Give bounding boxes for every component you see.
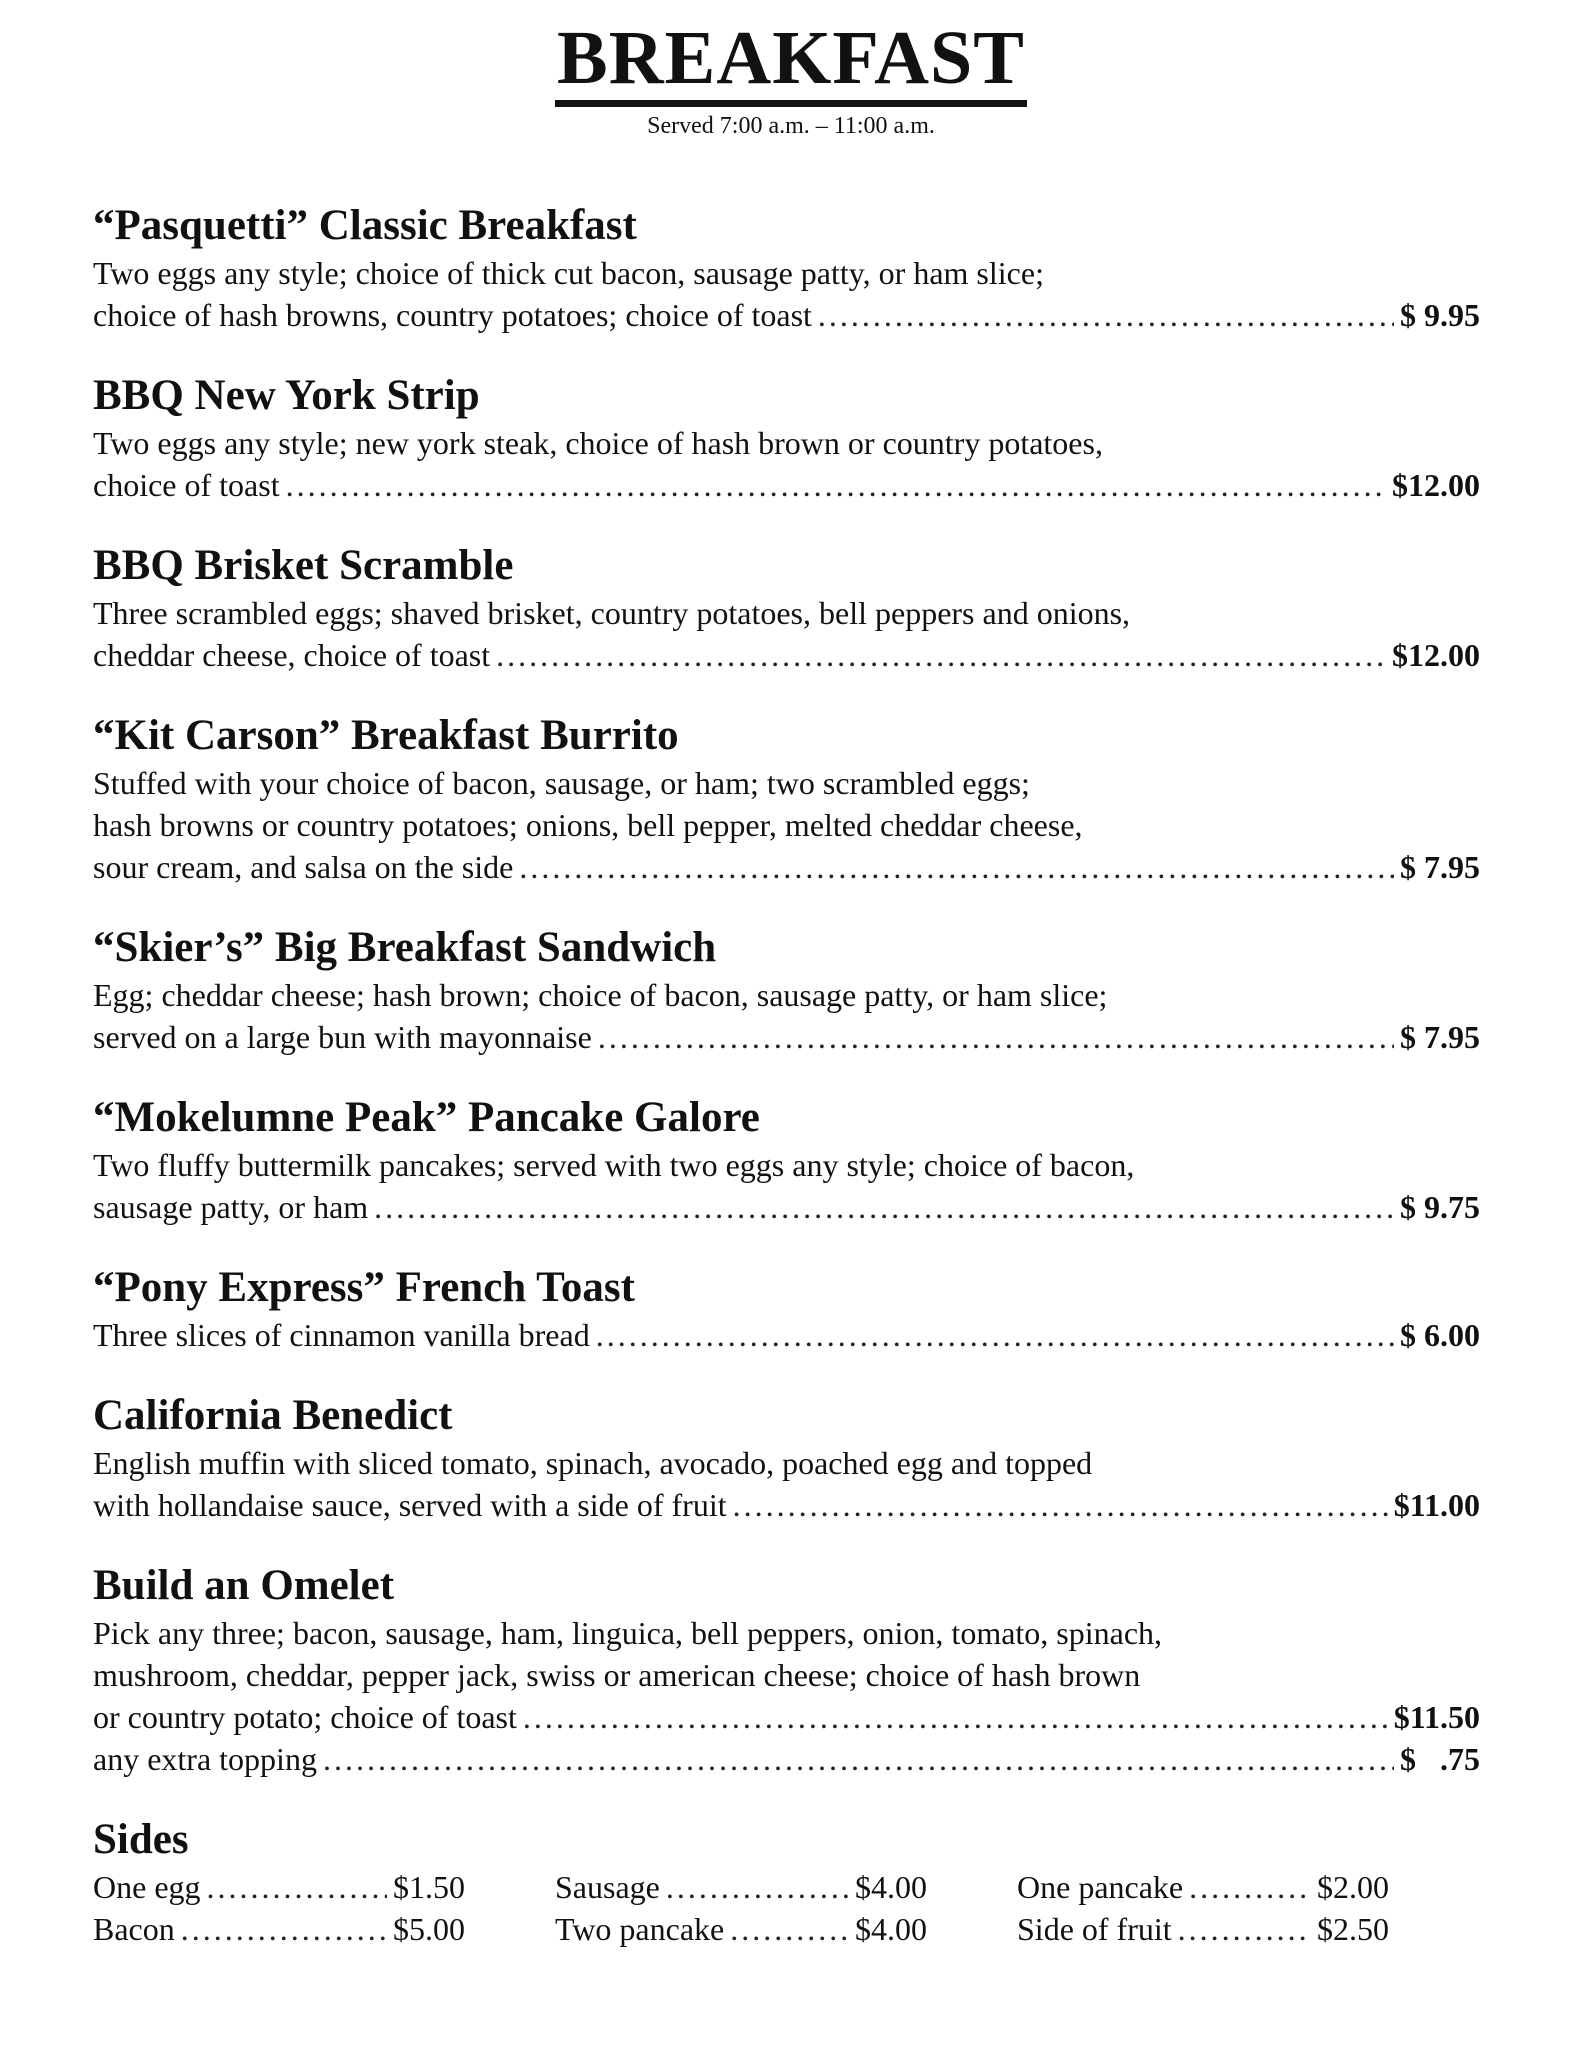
side-item bbox=[93, 1866, 465, 1908]
page-title: BREAKFAST bbox=[555, 20, 1027, 107]
dot-leader bbox=[733, 1484, 1388, 1526]
side-item-price: $1.50 bbox=[393, 1869, 465, 1905]
item-price-line bbox=[93, 1484, 1480, 1526]
item-price-line bbox=[93, 634, 1480, 676]
side-item-label: Bacon bbox=[93, 1911, 175, 1947]
item-description-line: choice of toast bbox=[93, 467, 280, 503]
dot-leader bbox=[1178, 1908, 1311, 1950]
dot-leader bbox=[523, 1696, 1388, 1738]
dot-leader bbox=[666, 1866, 849, 1908]
dot-leader bbox=[496, 634, 1386, 676]
item-price: $ 7.95 bbox=[1400, 849, 1480, 885]
item-price: $ 9.95 bbox=[1400, 297, 1480, 333]
side-item-label: Sausage bbox=[555, 1869, 660, 1905]
item-price-line bbox=[93, 464, 1480, 506]
side-item-price: $2.50 bbox=[1317, 1911, 1389, 1947]
dot-leader bbox=[818, 294, 1394, 336]
item-name: “Skier’s” Big Breakfast Sandwich bbox=[93, 924, 717, 971]
item-price-line bbox=[93, 1314, 1480, 1356]
side-item-price: $4.00 bbox=[855, 1911, 927, 1947]
item-description-line: or country potato; choice of toast bbox=[93, 1699, 517, 1735]
item-description-line: cheddar cheese, choice of toast bbox=[93, 637, 491, 673]
item-price: $ 7.95 bbox=[1400, 1019, 1480, 1055]
menu-content bbox=[93, 200, 1480, 1950]
item-price: $ 6.00 bbox=[1400, 1317, 1480, 1353]
item-price-line bbox=[93, 846, 1480, 888]
dot-leader bbox=[730, 1908, 849, 1950]
dot-leader bbox=[207, 1866, 387, 1908]
side-item-price: $5.00 bbox=[393, 1911, 465, 1947]
item-description-line: Two eggs any style; new york steak, choice of hash brown or country potatoes, bbox=[93, 425, 1103, 461]
menu-item bbox=[93, 1262, 1480, 1356]
item-description-line: with hollandaise sauce, served with a side of fruit bbox=[93, 1487, 727, 1523]
item-description-line: mushroom, cheddar, pepper jack, swiss or american cheese; choice of hash brown bbox=[93, 1657, 1141, 1693]
item-name: California Benedict bbox=[93, 1392, 453, 1439]
item-price: $12.00 bbox=[1392, 467, 1480, 503]
menu-item bbox=[93, 200, 1480, 336]
extra-topping-label: any extra topping bbox=[93, 1741, 317, 1777]
side-item bbox=[555, 1866, 927, 1908]
dot-leader bbox=[519, 846, 1394, 888]
item-price-line bbox=[93, 294, 1480, 336]
item-price: $11.00 bbox=[1393, 1487, 1480, 1523]
side-item-label: Two pancake bbox=[555, 1911, 725, 1947]
dot-leader bbox=[598, 1016, 1394, 1058]
item-description-line: Two eggs any style; choice of thick cut bacon, sausage patty, or ham slice; bbox=[93, 255, 1044, 291]
item-description-line: sausage patty, or ham bbox=[93, 1189, 369, 1225]
item-price-line bbox=[93, 1696, 1480, 1738]
item-price: $12.00 bbox=[1392, 637, 1480, 673]
menu-header bbox=[0, 16, 1582, 140]
item-description-line: Three slices of cinnamon vanilla bread bbox=[93, 1317, 590, 1353]
item-description-line: English muffin with sliced tomato, spinach, avocado, poached egg and topped bbox=[93, 1445, 1093, 1481]
item-name: “Pony Express” French Toast bbox=[93, 1264, 635, 1311]
side-item bbox=[93, 1908, 465, 1950]
item-name: “Kit Carson” Breakfast Burrito bbox=[93, 712, 679, 759]
item-description-line: choice of hash browns, country potatoes; choice of toast bbox=[93, 297, 812, 333]
menu-item-omelet bbox=[93, 1560, 1480, 1780]
side-item-price: $4.00 bbox=[855, 1869, 927, 1905]
item-description-line: Three scrambled eggs; shaved brisket, country potatoes, bell peppers and onions, bbox=[93, 595, 1131, 631]
dot-leader bbox=[374, 1186, 1394, 1228]
dot-leader bbox=[286, 464, 1386, 506]
menu-item bbox=[93, 1390, 1480, 1526]
item-price-line bbox=[93, 1186, 1480, 1228]
item-name: “Mokelumne Peak” Pancake Galore bbox=[93, 1094, 760, 1141]
dot-leader bbox=[323, 1738, 1394, 1780]
sides-grid bbox=[93, 1866, 1480, 1950]
side-item-label: One egg bbox=[93, 1869, 201, 1905]
item-description-line: served on a large bun with mayonnaise bbox=[93, 1019, 592, 1055]
item-price: $11.50 bbox=[1393, 1699, 1480, 1735]
menu-item bbox=[93, 1092, 1480, 1228]
menu-item bbox=[93, 710, 1480, 888]
side-item bbox=[1017, 1866, 1389, 1908]
item-description-line: hash browns or country potatoes; onions, bell pepper, melted cheddar cheese, bbox=[93, 807, 1083, 843]
item-description-line: Stuffed with your choice of bacon, sausage, or ham; two scrambled eggs; bbox=[93, 765, 1030, 801]
sides-section bbox=[93, 1814, 1480, 1950]
item-description-line: Egg; cheddar cheese; hash brown; choice of bacon, sausage patty, or ham slice; bbox=[93, 977, 1108, 1013]
item-description-line: sour cream, and salsa on the side bbox=[93, 849, 514, 885]
extra-topping-price: $ .75 bbox=[1400, 1741, 1480, 1777]
serving-hours: Served 7:00 a.m. – 11:00 a.m. bbox=[647, 113, 935, 139]
item-name: Build an Omelet bbox=[93, 1562, 395, 1609]
extra-topping-line bbox=[93, 1738, 1480, 1780]
dot-leader bbox=[1189, 1866, 1311, 1908]
item-description-line: Two fluffy buttermilk pancakes; served with two eggs any style; choice of bacon, bbox=[93, 1147, 1135, 1183]
side-item-label: Side of fruit bbox=[1017, 1911, 1172, 1947]
menu-item bbox=[93, 922, 1480, 1058]
item-price-line bbox=[93, 1016, 1480, 1058]
menu-item bbox=[93, 370, 1480, 506]
sides-title: Sides bbox=[93, 1816, 189, 1863]
side-item bbox=[1017, 1908, 1389, 1950]
item-name: BBQ Brisket Scramble bbox=[93, 542, 514, 589]
item-name: “Pasquetti” Classic Breakfast bbox=[93, 202, 637, 249]
dot-leader bbox=[181, 1908, 387, 1950]
item-description-line: Pick any three; bacon, sausage, ham, linguica, bell peppers, onion, tomato, spinach, bbox=[93, 1615, 1163, 1651]
dot-leader bbox=[596, 1314, 1394, 1356]
side-item-label: One pancake bbox=[1017, 1869, 1184, 1905]
menu-items bbox=[93, 200, 1480, 1526]
side-item bbox=[555, 1908, 927, 1950]
menu-item bbox=[93, 540, 1480, 676]
item-price: $ 9.75 bbox=[1400, 1189, 1480, 1225]
side-item-price: $2.00 bbox=[1317, 1869, 1389, 1905]
item-name: BBQ New York Strip bbox=[93, 372, 480, 419]
